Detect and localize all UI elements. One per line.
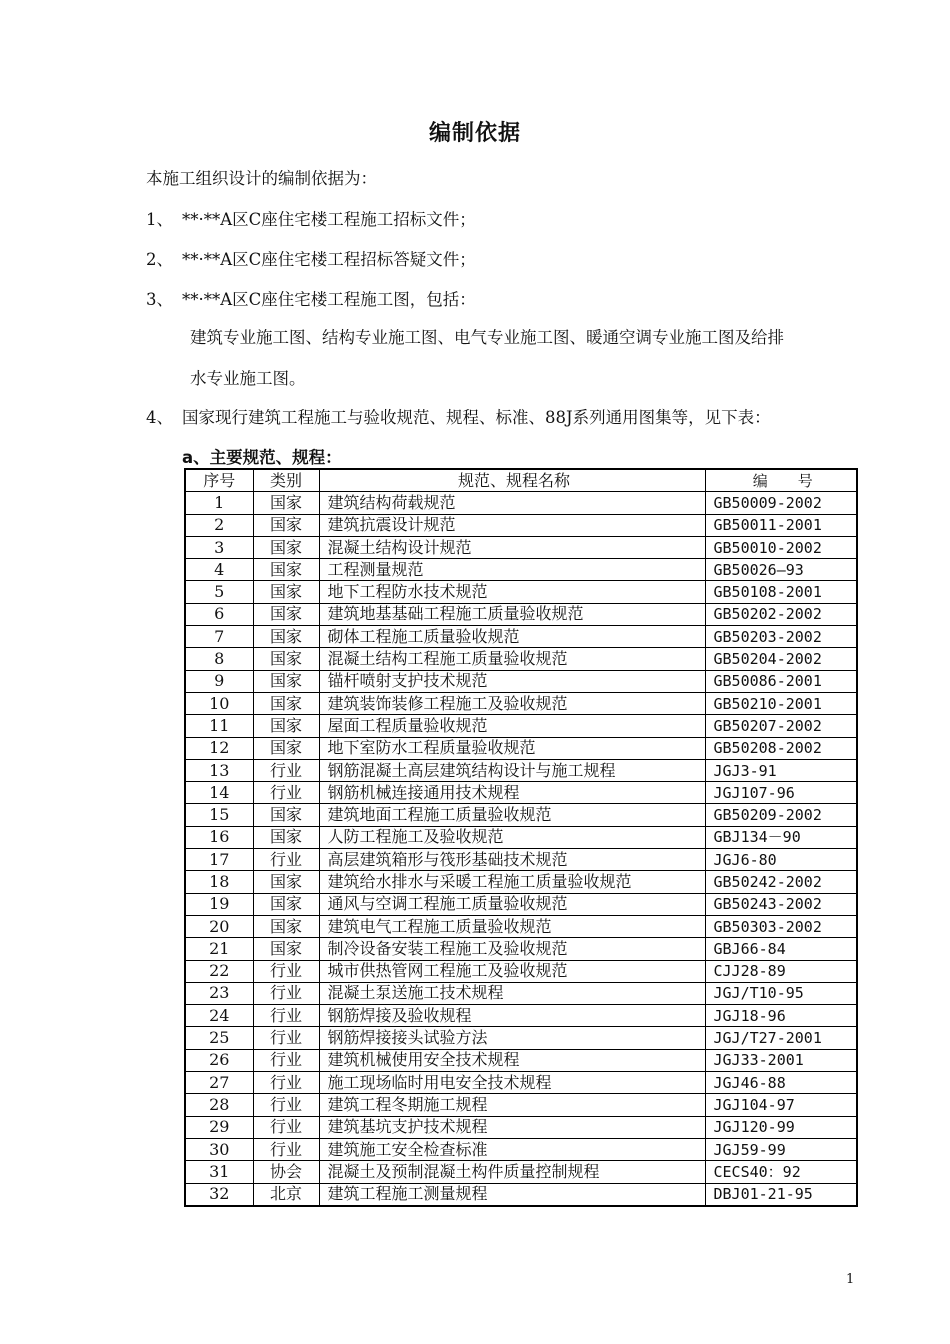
item-3-detail-line-2: 水专业施工图。 <box>190 369 306 388</box>
cell-name: 钢筋焊接及验收规程 <box>319 1005 705 1027</box>
cell-seq: 8 <box>185 648 253 670</box>
cell-code: JGJ18-96 <box>705 1005 857 1027</box>
cell-seq: 16 <box>185 826 253 848</box>
cell-category: 国家 <box>253 670 319 692</box>
cell-code: JGJ/T27-2001 <box>705 1027 857 1049</box>
table-row <box>185 692 857 714</box>
item-4-number: 4、 <box>146 408 173 427</box>
cell-category: 行业 <box>253 982 319 1004</box>
table-row <box>185 826 857 848</box>
cell-code: GB50209-2002 <box>705 804 857 826</box>
cell-code: GB50207-2002 <box>705 715 857 737</box>
item-2-text: **·**A区C座住宅楼工程招标答疑文件； <box>182 250 476 269</box>
cell-category: 行业 <box>253 1027 319 1049</box>
cell-seq: 1 <box>185 492 253 514</box>
table-row <box>185 514 857 536</box>
cell-category: 国家 <box>253 536 319 558</box>
table-row <box>185 759 857 781</box>
header-category: 类别 <box>253 469 319 492</box>
cell-code: GB50210-2001 <box>705 692 857 714</box>
cell-name: 建筑施工安全检查标准 <box>319 1138 705 1160</box>
cell-seq: 22 <box>185 960 253 982</box>
cell-code: JGJ107-96 <box>705 782 857 804</box>
item-3-detail-line-1: 建筑专业施工图、结构专业施工图、电气专业施工图、暖通空调专业施工图及给排 <box>190 328 784 347</box>
cell-seq: 3 <box>185 536 253 558</box>
cell-category: 协会 <box>253 1161 319 1183</box>
table-row <box>185 804 857 826</box>
cell-category: 国家 <box>253 871 319 893</box>
table-row <box>185 915 857 937</box>
cell-name: 施工现场临时用电安全技术规程 <box>319 1072 705 1094</box>
cell-name: 人防工程施工及验收规范 <box>319 826 705 848</box>
cell-name: 城市供热管网工程施工及验收规范 <box>319 960 705 982</box>
cell-seq: 12 <box>185 737 253 759</box>
cell-code: JGJ33-2001 <box>705 1049 857 1071</box>
cell-seq: 31 <box>185 1161 253 1183</box>
cell-seq: 25 <box>185 1027 253 1049</box>
table-row <box>185 1094 857 1116</box>
cell-code: GB50303-2002 <box>705 915 857 937</box>
cell-name: 砌体工程施工质量验收规范 <box>319 626 705 648</box>
cell-code: GB50208-2002 <box>705 737 857 759</box>
cell-category: 行业 <box>253 1094 319 1116</box>
cell-category: 行业 <box>253 1138 319 1160</box>
item-1-text: **·**A区C座住宅楼工程施工招标文件； <box>182 210 476 229</box>
cell-name: 混凝土及预制混凝土构件质量控制规程 <box>319 1161 705 1183</box>
cell-name: 工程测量规范 <box>319 559 705 581</box>
cell-category: 国家 <box>253 626 319 648</box>
cell-category: 国家 <box>253 514 319 536</box>
cell-category: 行业 <box>253 782 319 804</box>
cell-code: GB50010-2002 <box>705 536 857 558</box>
item-3-number: 3、 <box>146 290 173 309</box>
cell-name: 建筑工程冬期施工规程 <box>319 1094 705 1116</box>
cell-category: 国家 <box>253 737 319 759</box>
document-title: 编制依据 <box>428 121 521 146</box>
table-row <box>185 626 857 648</box>
cell-code: GB50011-2001 <box>705 514 857 536</box>
cell-name: 混凝土结构设计规范 <box>319 536 705 558</box>
table-row <box>185 938 857 960</box>
cell-name: 屋面工程质量验收规范 <box>319 715 705 737</box>
table-row <box>185 782 857 804</box>
subheading: a、主要规范、规程： <box>182 448 342 467</box>
cell-category: 北京 <box>253 1183 319 1206</box>
cell-code: GB50202-2002 <box>705 603 857 625</box>
cell-name: 建筑装饰装修工程施工及验收规范 <box>319 692 705 714</box>
cell-seq: 11 <box>185 715 253 737</box>
cell-seq: 5 <box>185 581 253 603</box>
cell-seq: 24 <box>185 1005 253 1027</box>
item-1-number: 1、 <box>146 210 173 229</box>
cell-name: 混凝土泵送施工技术规程 <box>319 982 705 1004</box>
table-row <box>185 737 857 759</box>
cell-name: 混凝土结构工程施工质量验收规范 <box>319 648 705 670</box>
cell-name: 建筑抗震设计规范 <box>319 514 705 536</box>
cell-seq: 21 <box>185 938 253 960</box>
table-row <box>185 1049 857 1071</box>
cell-seq: 6 <box>185 603 253 625</box>
item-3-text: **·**A区C座住宅楼工程施工图，包括： <box>182 290 476 309</box>
cell-code: JGJ/T10-95 <box>705 982 857 1004</box>
cell-code: GB50108-2001 <box>705 581 857 603</box>
table-row <box>185 849 857 871</box>
cell-name: 锚杆喷射支护技术规范 <box>319 670 705 692</box>
item-4-text: 国家现行建筑工程施工与验收规范、规程、标准、88J系列通用图集等，见下表： <box>182 408 771 427</box>
cell-name: 高层建筑箱形与筏形基础技术规范 <box>319 849 705 871</box>
cell-code: GBJ134－90 <box>705 826 857 848</box>
cell-code: CECS40：92 <box>705 1161 857 1183</box>
cell-category: 行业 <box>253 849 319 871</box>
cell-name: 建筑结构荷载规范 <box>319 492 705 514</box>
cell-seq: 17 <box>185 849 253 871</box>
cell-category: 国家 <box>253 603 319 625</box>
cell-name: 建筑给水排水与采暖工程施工质量验收规范 <box>319 871 705 893</box>
table-row <box>185 1072 857 1094</box>
cell-category: 行业 <box>253 759 319 781</box>
cell-code: JGJ6-80 <box>705 849 857 871</box>
cell-code: GB50026—93 <box>705 559 857 581</box>
table-row <box>185 982 857 1004</box>
cell-name: 制冷设备安装工程施工及验收规范 <box>319 938 705 960</box>
header-code: 编 号 <box>705 469 857 492</box>
item-2-number: 2、 <box>146 250 173 269</box>
cell-seq: 26 <box>185 1049 253 1071</box>
cell-category: 国家 <box>253 826 319 848</box>
cell-code: GB50086-2001 <box>705 670 857 692</box>
cell-name: 建筑机械使用安全技术规程 <box>319 1049 705 1071</box>
cell-code: GB50203-2002 <box>705 626 857 648</box>
cell-category: 行业 <box>253 1116 319 1138</box>
cell-category: 国家 <box>253 915 319 937</box>
page-number: 1 <box>846 1272 855 1287</box>
cell-name: 通风与空调工程施工质量验收规范 <box>319 893 705 915</box>
table-row <box>185 581 857 603</box>
cell-category: 国家 <box>253 938 319 960</box>
cell-category: 行业 <box>253 960 319 982</box>
cell-name: 钢筋机械连接通用技术规程 <box>319 782 705 804</box>
cell-category: 国家 <box>253 492 319 514</box>
table-row <box>185 670 857 692</box>
table-row <box>185 1183 857 1206</box>
cell-code: CJJ28-89 <box>705 960 857 982</box>
cell-seq: 7 <box>185 626 253 648</box>
cell-category: 行业 <box>253 1005 319 1027</box>
table-row <box>185 1005 857 1027</box>
cell-code: GB50009-2002 <box>705 492 857 514</box>
cell-name: 建筑地基基础工程施工质量验收规范 <box>319 603 705 625</box>
cell-category: 国家 <box>253 648 319 670</box>
cell-category: 行业 <box>253 1072 319 1094</box>
header-seq: 序号 <box>185 469 253 492</box>
cell-category: 国家 <box>253 581 319 603</box>
cell-seq: 30 <box>185 1138 253 1160</box>
cell-code: JGJ46-88 <box>705 1072 857 1094</box>
table-row <box>185 871 857 893</box>
cell-name: 建筑电气工程施工质量验收规范 <box>319 915 705 937</box>
table-row <box>185 559 857 581</box>
cell-seq: 10 <box>185 692 253 714</box>
table-row <box>185 536 857 558</box>
standards-table <box>184 468 858 1207</box>
table-row <box>185 603 857 625</box>
cell-category: 国家 <box>253 559 319 581</box>
cell-category: 行业 <box>253 1049 319 1071</box>
table-row <box>185 715 857 737</box>
cell-seq: 4 <box>185 559 253 581</box>
table-row <box>185 1027 857 1049</box>
cell-name: 地下工程防水技术规范 <box>319 581 705 603</box>
table-row <box>185 1161 857 1183</box>
cell-seq: 2 <box>185 514 253 536</box>
cell-name: 建筑基坑支护技术规程 <box>319 1116 705 1138</box>
cell-code: DBJ01-21-95 <box>705 1183 857 1206</box>
cell-seq: 20 <box>185 915 253 937</box>
cell-code: GBJ66-84 <box>705 938 857 960</box>
cell-name: 钢筋焊接接头试验方法 <box>319 1027 705 1049</box>
cell-code: GB50242-2002 <box>705 871 857 893</box>
table-row <box>185 492 857 514</box>
table-row <box>185 1138 857 1160</box>
cell-seq: 23 <box>185 982 253 1004</box>
cell-seq: 19 <box>185 893 253 915</box>
cell-category: 国家 <box>253 692 319 714</box>
table-row <box>185 960 857 982</box>
header-name: 规范、规程名称 <box>319 469 705 492</box>
table-header-row <box>185 469 857 492</box>
table-row <box>185 893 857 915</box>
cell-seq: 15 <box>185 804 253 826</box>
cell-code: JGJ59-99 <box>705 1138 857 1160</box>
cell-seq: 14 <box>185 782 253 804</box>
table-row <box>185 648 857 670</box>
cell-category: 国家 <box>253 804 319 826</box>
cell-code: JGJ104-97 <box>705 1094 857 1116</box>
cell-category: 国家 <box>253 893 319 915</box>
cell-seq: 9 <box>185 670 253 692</box>
cell-code: GB50243-2002 <box>705 893 857 915</box>
table-row <box>185 1116 857 1138</box>
cell-name: 地下室防水工程质量验收规范 <box>319 737 705 759</box>
cell-seq: 29 <box>185 1116 253 1138</box>
cell-name: 建筑地面工程施工质量验收规范 <box>319 804 705 826</box>
cell-code: JGJ3-91 <box>705 759 857 781</box>
cell-seq: 32 <box>185 1183 253 1206</box>
intro-text: 本施工组织设计的编制依据为： <box>146 169 377 188</box>
cell-code: GB50204-2002 <box>705 648 857 670</box>
cell-seq: 18 <box>185 871 253 893</box>
cell-name: 钢筋混凝土高层建筑结构设计与施工规程 <box>319 759 705 781</box>
cell-seq: 13 <box>185 759 253 781</box>
cell-name: 建筑工程施工测量规程 <box>319 1183 705 1206</box>
cell-seq: 28 <box>185 1094 253 1116</box>
cell-category: 国家 <box>253 715 319 737</box>
cell-code: JGJ120-99 <box>705 1116 857 1138</box>
cell-seq: 27 <box>185 1072 253 1094</box>
